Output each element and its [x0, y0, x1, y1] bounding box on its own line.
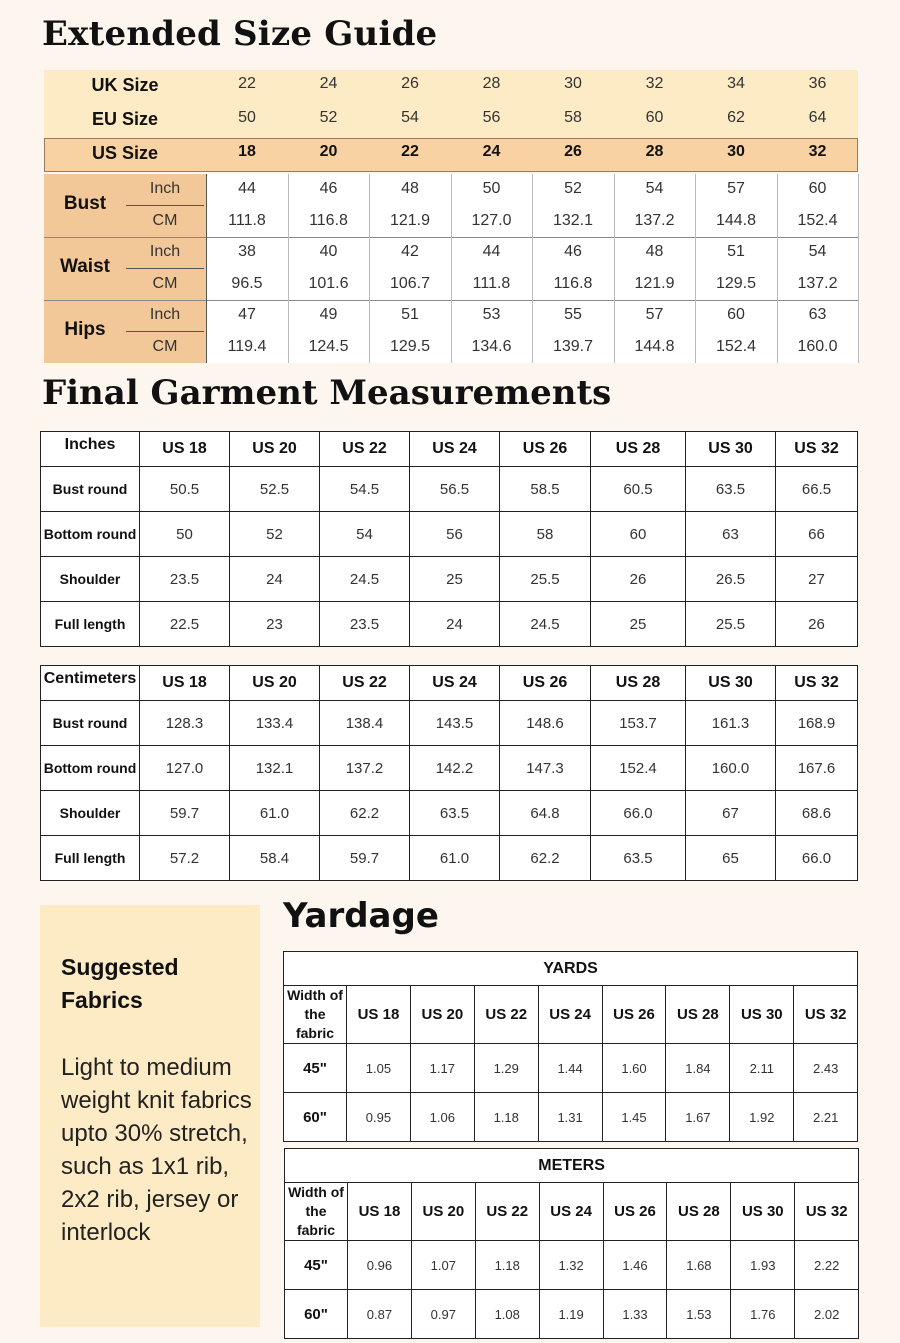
- eu-size-value: 64: [808, 109, 827, 126]
- table-cell: 147.3: [500, 746, 591, 791]
- table-cell: 57.2: [140, 836, 230, 881]
- table-cell: 1.92: [730, 1093, 794, 1142]
- size-column-header: US 20: [230, 432, 320, 467]
- table-cell: 143.5: [410, 701, 500, 746]
- unit-cm-label: CM: [152, 338, 178, 355]
- table-row: [285, 1241, 859, 1290]
- uk-size-value: 24: [319, 75, 338, 92]
- measure-inch-value: 42: [401, 243, 419, 260]
- measure-cm-value: 152.4: [715, 338, 757, 355]
- table-cell: 58.5: [500, 467, 591, 512]
- measure-inch-value: 52: [564, 180, 582, 197]
- table-cell: 2.21: [794, 1093, 858, 1142]
- measure-inch-value: 46: [564, 243, 582, 260]
- table-header-row: [284, 986, 858, 1044]
- table-cell: 59.7: [140, 791, 230, 836]
- table-row: [41, 746, 858, 791]
- eu-size-value: 62: [727, 109, 745, 126]
- table-cell: 168.9: [776, 701, 858, 746]
- size-column-header: US 28: [667, 1183, 731, 1241]
- table-cell: 137.2: [320, 746, 410, 791]
- table-row: [41, 791, 858, 836]
- caption-row: [285, 1149, 859, 1183]
- table-cell: 23: [230, 602, 320, 647]
- measure-cm-value: 111.8: [472, 275, 511, 292]
- unit-divider: [126, 331, 204, 332]
- measure-cm-value: 101.6: [308, 275, 349, 292]
- table-cell: 25: [410, 557, 500, 602]
- table-row: [41, 602, 858, 647]
- table-cell: 128.3: [140, 701, 230, 746]
- size-column-header: US 30: [731, 1183, 795, 1241]
- size-column-header: US 20: [230, 666, 320, 701]
- table-cell: 1.29: [474, 1044, 538, 1093]
- table-cell: 152.4: [591, 746, 686, 791]
- us-size-value: 18: [238, 143, 256, 160]
- table-cell: 138.4: [320, 701, 410, 746]
- uk-size-value: 30: [564, 75, 582, 92]
- table-cell: 133.4: [230, 701, 320, 746]
- eu-size-value: 56: [482, 109, 501, 126]
- final-measurements-cm-table: [40, 665, 858, 881]
- measure-inch-value: 54: [808, 243, 827, 260]
- column-divider: [369, 174, 370, 363]
- table-corner-label: Centimeters: [41, 666, 140, 701]
- size-column-header: US 18: [348, 1183, 412, 1241]
- table-cell: 1.60: [602, 1044, 666, 1093]
- table-cell: 1.46: [603, 1241, 667, 1290]
- us-size-label: US Size: [91, 143, 159, 163]
- uk-size-value: 26: [401, 75, 419, 92]
- us-size-value: 26: [564, 143, 582, 160]
- size-column-header: US 32: [794, 986, 858, 1044]
- size-column-header: US 32: [776, 432, 858, 467]
- table-cell: 2.43: [794, 1044, 858, 1093]
- table-cell: 66.0: [591, 791, 686, 836]
- size-column-header: US 18: [140, 432, 230, 467]
- measure-cm-value: 137.2: [634, 212, 675, 229]
- fabric-width-label: 60": [285, 1290, 348, 1339]
- measure-name: Waist: [60, 256, 110, 277]
- width-of-fabric-label: Width of the fabric: [285, 1183, 348, 1241]
- final-garment-measurements-title: Final Garment Measurements: [42, 373, 612, 413]
- table-cell: 26: [776, 602, 858, 647]
- size-column-header: US 22: [320, 432, 410, 467]
- uk-size-value: 32: [645, 75, 664, 92]
- extended-size-guide-title: Extended Size Guide: [42, 14, 438, 54]
- suggested-fabrics-panel: [40, 905, 260, 1327]
- measure-cm-value: 111.8: [228, 212, 266, 229]
- table-cell: 160.0: [686, 746, 776, 791]
- measure-inch-value: 63: [808, 306, 827, 323]
- size-column-header: US 30: [730, 986, 794, 1044]
- size-column-header: US 24: [410, 666, 500, 701]
- table-cell: 62.2: [320, 791, 410, 836]
- size-column-header: US 20: [410, 986, 474, 1044]
- table-cell: 26.5: [686, 557, 776, 602]
- size-column-header: US 26: [500, 432, 591, 467]
- unit-divider: [126, 268, 204, 269]
- table-cell: 56.5: [410, 467, 500, 512]
- table-cell: 132.1: [230, 746, 320, 791]
- size-column-header: US 22: [474, 986, 538, 1044]
- table-cell: 1.53: [667, 1290, 731, 1339]
- us-size-value: 32: [808, 143, 827, 160]
- measure-name: Hips: [64, 319, 106, 340]
- measure-inch-value: 57: [727, 180, 745, 197]
- size-column-header: US 18: [140, 666, 230, 701]
- table-cell: 60: [591, 512, 686, 557]
- table-cell: 61.0: [230, 791, 320, 836]
- table-cell: 64.8: [500, 791, 591, 836]
- column-divider: [858, 174, 859, 363]
- table-cell: 63: [686, 512, 776, 557]
- column-divider: [614, 174, 615, 363]
- size-column-header: US 32: [795, 1183, 859, 1241]
- table-cell: 148.6: [500, 701, 591, 746]
- fabric-width-label: 45": [284, 1044, 347, 1093]
- measure-inch-value: 53: [482, 306, 501, 323]
- table-cell: 67: [686, 791, 776, 836]
- row-label: Full length: [41, 602, 140, 647]
- measure-cm-value: 124.5: [308, 338, 349, 355]
- measure-cm-value: 121.9: [634, 275, 675, 292]
- us-size-value: 30: [727, 143, 745, 160]
- yardage-yards-table: [283, 951, 858, 1142]
- us-size-value: 28: [645, 143, 664, 160]
- measure-cm-value: 139.7: [552, 338, 594, 355]
- table-cell: 1.06: [410, 1093, 474, 1142]
- table-cell: 2.22: [795, 1241, 859, 1290]
- table-cell: 0.95: [347, 1093, 411, 1142]
- measure-cm-value: 106.7: [389, 275, 431, 292]
- table-header-row: [285, 1183, 859, 1241]
- size-column-header: US 26: [602, 986, 666, 1044]
- width-of-fabric-label: Width of the fabric: [284, 986, 347, 1044]
- size-column-header: US 26: [603, 1183, 667, 1241]
- measure-cm-value: 129.5: [389, 338, 431, 355]
- table-cell: 65: [686, 836, 776, 881]
- table-cell: 63.5: [686, 467, 776, 512]
- eu-size-label: EU Size: [91, 109, 159, 129]
- table-cell: 50.5: [140, 467, 230, 512]
- table-cell: 0.97: [411, 1290, 475, 1339]
- measure-inch-value: 44: [238, 180, 256, 197]
- measure-cm-value: 134.6: [471, 338, 512, 355]
- table-cell: 127.0: [140, 746, 230, 791]
- table-cell: 27: [776, 557, 858, 602]
- measure-cm-value: 121.9: [389, 212, 431, 229]
- table-cell: 1.07: [411, 1241, 475, 1290]
- row-label: Bust round: [41, 467, 140, 512]
- table-cell: 1.18: [475, 1241, 539, 1290]
- caption-row: [284, 952, 858, 986]
- uk-size-value: 22: [238, 75, 256, 92]
- uk-size-label: UK Size: [91, 75, 159, 95]
- table-cell: 142.2: [410, 746, 500, 791]
- measure-inch-value: 44: [482, 243, 501, 260]
- table-cell: 1.84: [666, 1044, 730, 1093]
- row-label: Bottom round: [41, 746, 140, 791]
- uk-size-value: 28: [482, 75, 501, 92]
- measure-inch-value: 54: [645, 180, 664, 197]
- size-column-header: US 24: [410, 432, 500, 467]
- table-cell: 25.5: [686, 602, 776, 647]
- table-cell: 63.5: [410, 791, 500, 836]
- table-caption: METERS: [285, 1149, 859, 1183]
- table-cell: 22.5: [140, 602, 230, 647]
- table-row: [41, 836, 858, 881]
- measure-cm-value: 137.2: [797, 275, 838, 292]
- table-cell: 1.76: [731, 1290, 795, 1339]
- table-cell: 1.32: [539, 1241, 603, 1290]
- measure-cm-value: 144.8: [715, 212, 757, 229]
- size-column-header: US 32: [776, 666, 858, 701]
- us-size-value: 24: [482, 143, 501, 160]
- fabric-width-label: 60": [284, 1093, 347, 1142]
- table-cell: 0.96: [348, 1241, 412, 1290]
- table-header-row: [41, 432, 858, 467]
- measure-inch-value: 47: [238, 306, 256, 323]
- table-cell: 68.6: [776, 791, 858, 836]
- unit-divider: [126, 205, 204, 206]
- column-divider: [451, 174, 452, 363]
- table-cell: 2.11: [730, 1044, 794, 1093]
- us-size-value: 20: [319, 143, 338, 160]
- measure-inch-value: 40: [319, 243, 338, 260]
- table-cell: 1.05: [347, 1044, 411, 1093]
- size-column-header: US 26: [500, 666, 591, 701]
- unit-cm-label: CM: [152, 275, 178, 292]
- table-cell: 1.68: [667, 1241, 731, 1290]
- measure-cm-value: 132.1: [552, 212, 594, 229]
- eu-size-value: 52: [319, 109, 338, 126]
- measure-inch-value: 50: [482, 180, 501, 197]
- table-cell: 23.5: [140, 557, 230, 602]
- table-cell: 161.3: [686, 701, 776, 746]
- table-cell: 25.5: [500, 557, 591, 602]
- size-column-header: US 28: [666, 986, 730, 1044]
- measure-inch-value: 60: [808, 180, 827, 197]
- table-cell: 62.2: [500, 836, 591, 881]
- suggested-fabrics-text: Light to medium weight knit fabrics upto 30% stretch, such as 1x1 rib, 2x2 rib, jersey or interlock: [61, 1054, 252, 1246]
- table-cell: 58: [500, 512, 591, 557]
- column-divider: [532, 174, 533, 363]
- row-label: Bottom round: [41, 512, 140, 557]
- table-cell: 56: [410, 512, 500, 557]
- fabric-width-label: 45": [285, 1241, 348, 1290]
- table-cell: 66.0: [776, 836, 858, 881]
- table-cell: 25: [591, 602, 686, 647]
- measure-inch-value: 55: [564, 306, 582, 323]
- table-cell: 1.31: [538, 1093, 602, 1142]
- table-cell: 1.45: [602, 1093, 666, 1142]
- measure-inch-value: 51: [401, 306, 419, 323]
- measure-cm-value: 129.5: [715, 275, 757, 292]
- table-row: [285, 1290, 859, 1339]
- extended-size-guide: [44, 70, 858, 363]
- table-cell: 58.4: [230, 836, 320, 881]
- table-cell: 23.5: [320, 602, 410, 647]
- table-row: [41, 512, 858, 557]
- table-cell: 24: [230, 557, 320, 602]
- measure-cm-value: 160.0: [797, 338, 838, 355]
- column-divider: [288, 174, 289, 363]
- table-row: [41, 701, 858, 746]
- eu-size-value: 54: [401, 109, 419, 126]
- table-cell: 1.93: [731, 1241, 795, 1290]
- table-cell: 1.67: [666, 1093, 730, 1142]
- table-caption: YARDS: [284, 952, 858, 986]
- size-column-header: US 30: [686, 432, 776, 467]
- table-row: [41, 467, 858, 512]
- table-cell: 66.5: [776, 467, 858, 512]
- column-divider: [695, 174, 696, 363]
- table-cell: 26: [591, 557, 686, 602]
- table-cell: 2.02: [795, 1290, 859, 1339]
- measure-cm-value: 144.8: [634, 338, 675, 355]
- uk-size-value: 34: [727, 75, 745, 92]
- table-cell: 50: [140, 512, 230, 557]
- table-cell: 54: [320, 512, 410, 557]
- column-divider: [777, 174, 778, 363]
- eu-size-value: 58: [564, 109, 582, 126]
- size-column-header: US 18: [347, 986, 411, 1044]
- table-cell: 60.5: [591, 467, 686, 512]
- yardage-meters-table: [284, 1148, 859, 1339]
- table-cell: 24.5: [320, 557, 410, 602]
- measure-cm-value: 116.8: [309, 212, 348, 229]
- size-column-header: US 28: [591, 666, 686, 701]
- measure-cm-value: 152.4: [797, 212, 838, 229]
- unit-inch-label: Inch: [149, 180, 181, 197]
- measure-cm-value: 116.8: [553, 275, 593, 292]
- table-cell: 52: [230, 512, 320, 557]
- measure-inch-value: 49: [319, 306, 338, 323]
- size-column-header: US 20: [411, 1183, 475, 1241]
- table-row: [41, 557, 858, 602]
- table-cell: 1.18: [474, 1093, 538, 1142]
- size-column-header: US 28: [591, 432, 686, 467]
- measure-cm-value: 127.0: [471, 212, 512, 229]
- unit-inch-label: Inch: [149, 306, 181, 323]
- measure-inch-value: 60: [727, 306, 745, 323]
- measure-cm-value: 96.5: [231, 275, 263, 292]
- table-cell: 1.08: [475, 1290, 539, 1339]
- table-cell: 1.44: [538, 1044, 602, 1093]
- table-cell: 54.5: [320, 467, 410, 512]
- measure-cm-value: 119.4: [227, 338, 267, 355]
- size-column-header: US 22: [320, 666, 410, 701]
- row-label: Shoulder: [41, 791, 140, 836]
- size-column-header: US 24: [538, 986, 602, 1044]
- unit-inch-label: Inch: [149, 243, 181, 260]
- table-cell: 1.19: [539, 1290, 603, 1339]
- table-cell: 59.7: [320, 836, 410, 881]
- us-size-value: 22: [401, 143, 419, 160]
- table-row: [284, 1044, 858, 1093]
- table-cell: 1.33: [603, 1290, 667, 1339]
- row-label: Bust round: [41, 701, 140, 746]
- table-cell: 1.17: [410, 1044, 474, 1093]
- measure-inch-value: 46: [319, 180, 338, 197]
- eu-size-value: 60: [645, 109, 664, 126]
- measure-inch-value: 48: [401, 180, 419, 197]
- size-column-header: US 24: [539, 1183, 603, 1241]
- uk-size-value: 36: [808, 75, 827, 92]
- yardage-title: Yardage: [283, 896, 439, 936]
- table-cell: 24.5: [500, 602, 591, 647]
- measure-inch-value: 51: [727, 243, 745, 260]
- table-cell: 153.7: [591, 701, 686, 746]
- table-corner-label: Inches: [41, 432, 140, 467]
- size-column-header: US 30: [686, 666, 776, 701]
- measure-inch-value: 48: [645, 243, 664, 260]
- row-label: Shoulder: [41, 557, 140, 602]
- table-cell: 66: [776, 512, 858, 557]
- final-measurements-inches-table: [40, 431, 858, 647]
- row-label: Full length: [41, 836, 140, 881]
- suggested-fabrics-heading: Suggested Fabrics: [61, 954, 179, 1013]
- table-cell: 61.0: [410, 836, 500, 881]
- unit-cm-label: CM: [152, 212, 178, 229]
- measure-inch-value: 57: [645, 306, 664, 323]
- table-cell: 24: [410, 602, 500, 647]
- table-cell: 52.5: [230, 467, 320, 512]
- measure-inch-value: 38: [238, 243, 256, 260]
- table-cell: 63.5: [591, 836, 686, 881]
- table-cell: 0.87: [348, 1290, 412, 1339]
- table-header-row: [41, 666, 858, 701]
- table-cell: 167.6: [776, 746, 858, 791]
- eu-size-value: 50: [238, 109, 256, 126]
- size-column-header: US 22: [475, 1183, 539, 1241]
- table-row: [284, 1093, 858, 1142]
- column-divider: [206, 174, 207, 363]
- measure-name: Bust: [63, 193, 107, 214]
